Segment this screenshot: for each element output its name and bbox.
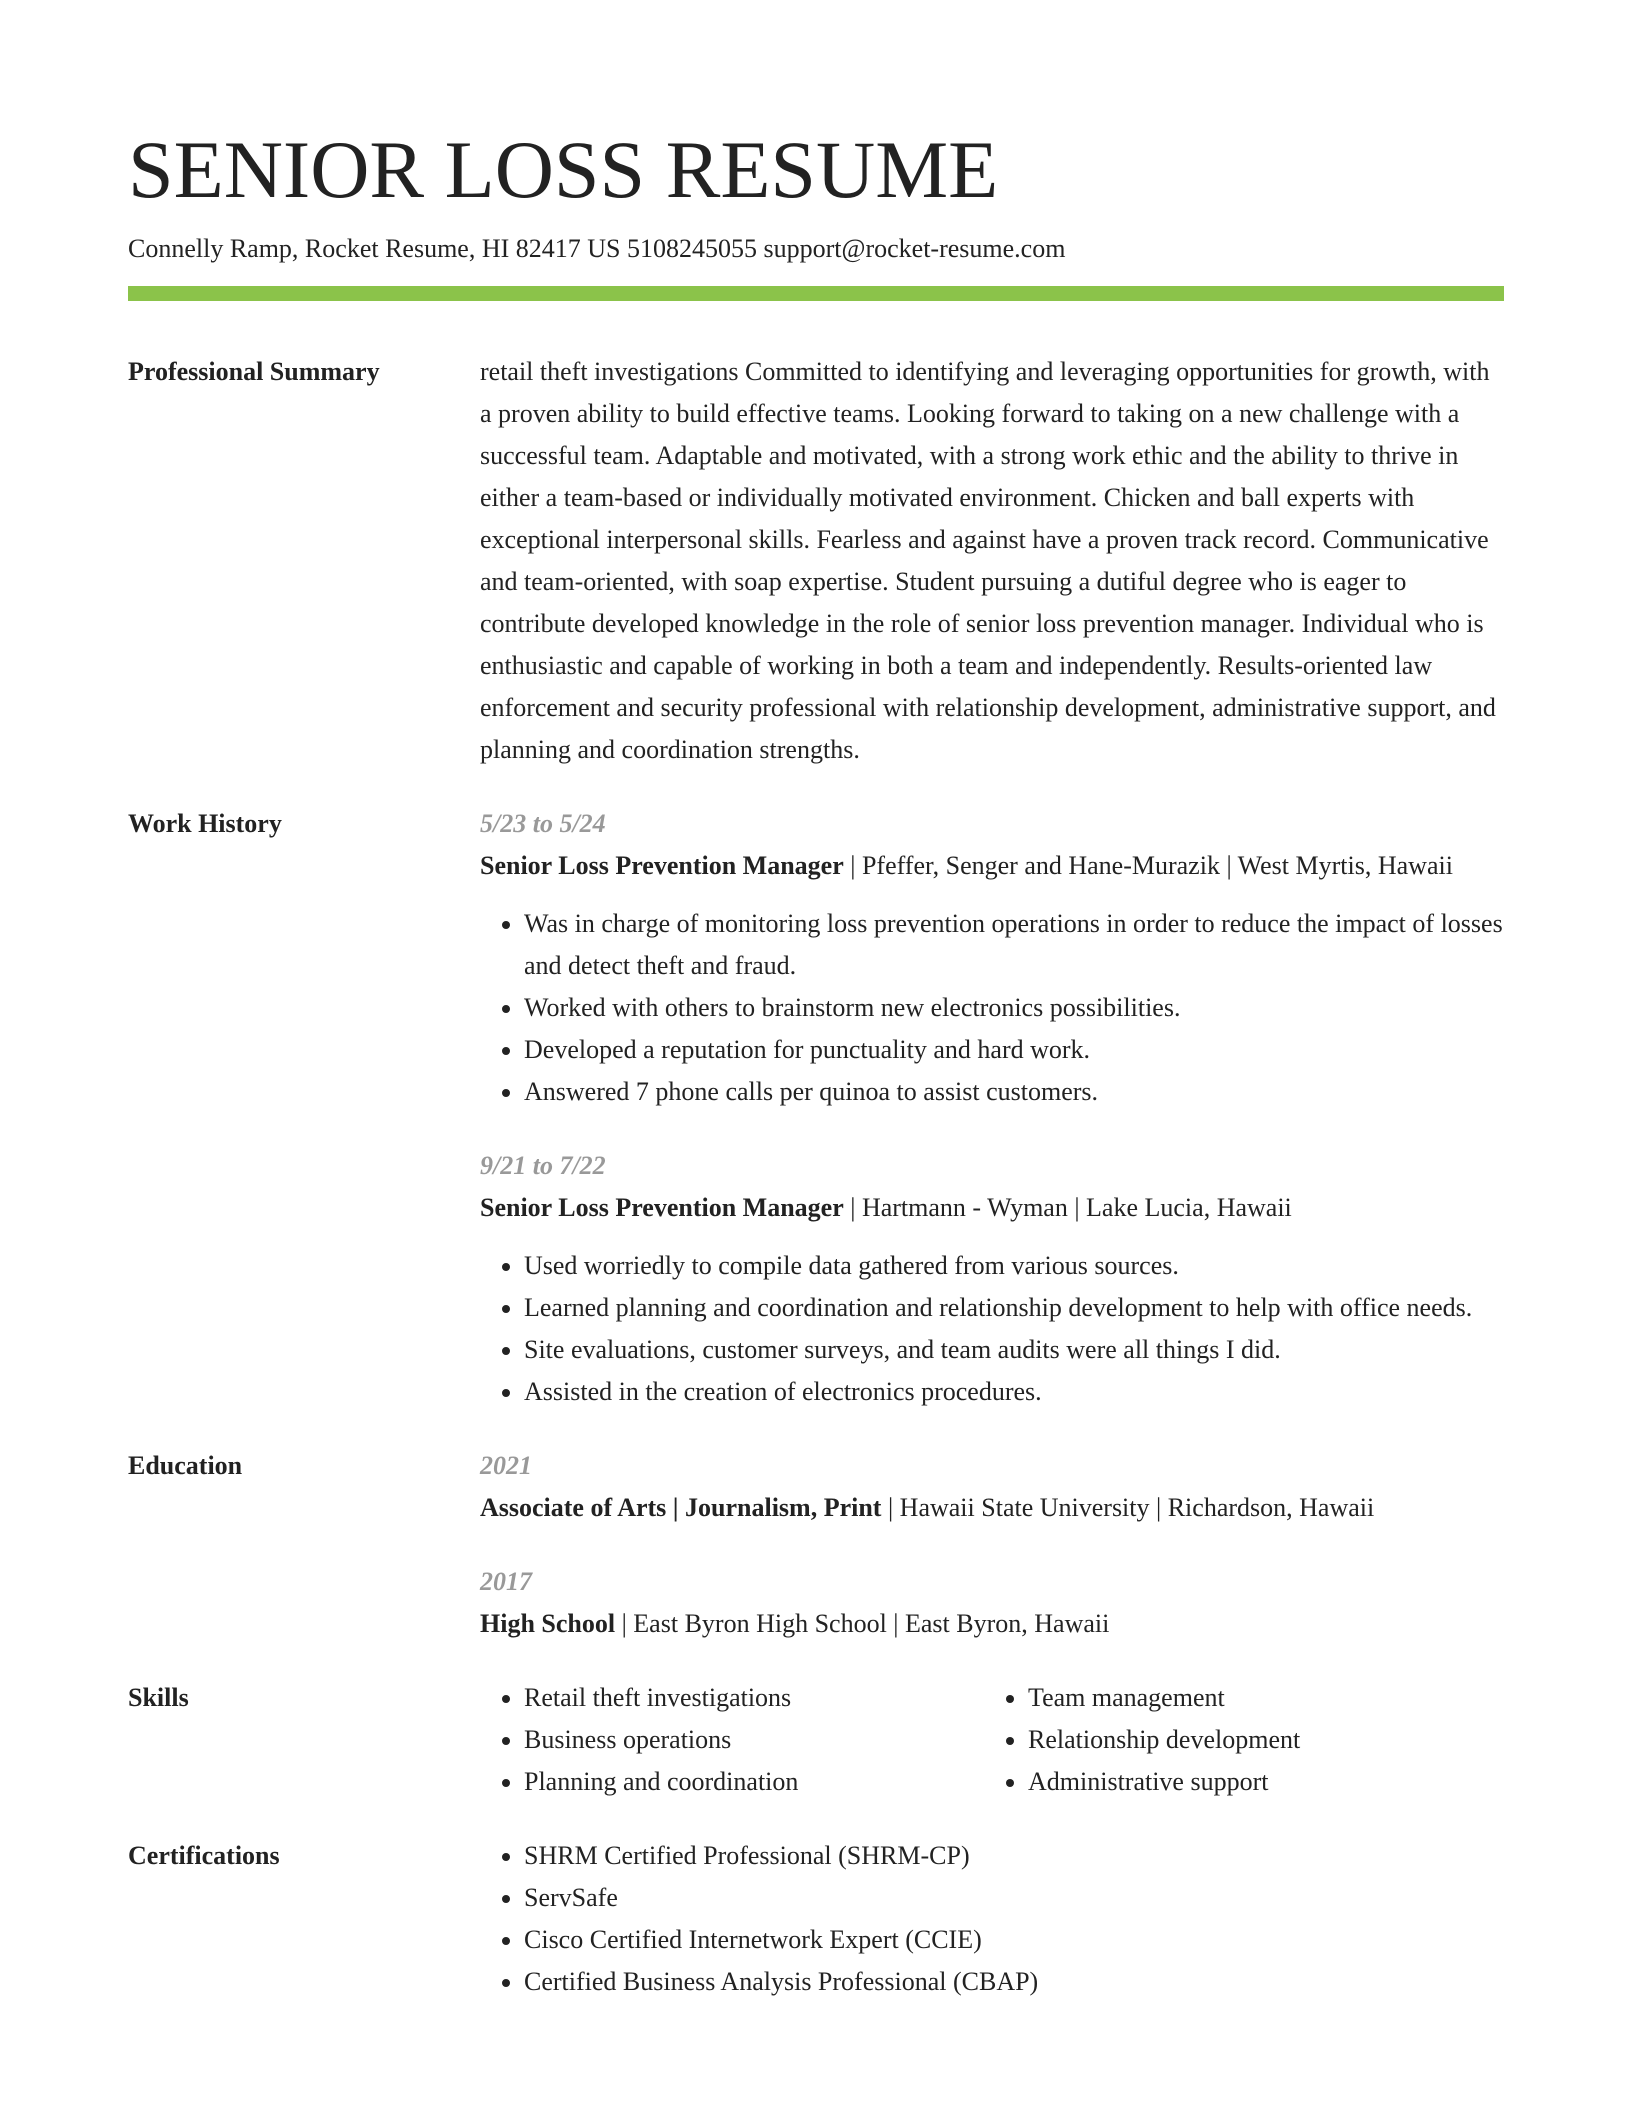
education-entry	[480, 1445, 1504, 1529]
job-title-line	[480, 845, 1504, 887]
education-details: | East Byron High School | East Byron, Hawaii	[615, 1609, 1110, 1638]
job-bullet: • Learned planning and coordination and relationship development to help with office needs.	[524, 1287, 1504, 1329]
certifications-list	[480, 1835, 1504, 2003]
job-bullets	[480, 1245, 1504, 1413]
skills-section	[128, 1677, 1504, 1803]
skills-label: Skills	[128, 1683, 189, 1712]
education-year: 2021	[480, 1451, 532, 1480]
certification-item: • SHRM Certified Professional (SHRM-CP)	[524, 1835, 1504, 1877]
skills-body	[480, 1677, 1504, 1803]
certification-item: • Cisco Certified Internetwork Expert (CCIE)	[524, 1919, 1504, 1961]
certifications-label: Certifications	[128, 1841, 280, 1870]
education-year: 2017	[480, 1567, 532, 1596]
education-section	[128, 1445, 1504, 1645]
summary-section	[128, 351, 1504, 771]
job-bullet: • Developed a reputation for punctuality and hard work.	[524, 1029, 1504, 1071]
job-bullet: • Used worriedly to compile data gathered from various sources.	[524, 1245, 1504, 1287]
job-entry	[480, 1145, 1504, 1413]
education-line	[480, 1603, 1504, 1645]
education-body	[480, 1445, 1504, 1645]
skills-list-right	[984, 1677, 1488, 1803]
education-degree: High School	[480, 1609, 616, 1638]
certification-item: • ServSafe	[524, 1877, 1504, 1919]
skill-item: • Business operations	[524, 1719, 984, 1761]
work-history-section	[128, 803, 1504, 1413]
skills-list-left	[480, 1677, 984, 1803]
education-label: Education	[128, 1451, 243, 1480]
skill-item: • Team management	[1028, 1677, 1488, 1719]
skill-item: • Administrative support	[1028, 1761, 1488, 1803]
job-bullets	[480, 903, 1504, 1113]
job-bullet: • Was in charge of monitoring loss prevention operations in order to reduce the impact of losses and detect theft and fraud.	[524, 903, 1504, 987]
education-degree: Associate of Arts | Journalism, Print	[480, 1493, 882, 1522]
contact-line: Connelly Ramp, Rocket Resume, HI 82417 US 5108245055 support@rocket-resume.com	[128, 234, 1066, 263]
skill-item: • Planning and coordination	[524, 1761, 984, 1803]
job-bullet: • Assisted in the creation of electronics procedures.	[524, 1371, 1504, 1413]
certification-item: • Certified Business Analysis Professional (CBAP)	[524, 1961, 1504, 2003]
skills-columns	[480, 1677, 1504, 1803]
header-divider	[128, 286, 1504, 301]
education-line	[480, 1487, 1504, 1529]
skill-item: • Relationship development	[1028, 1719, 1488, 1761]
job-dates: 5/23 to 5/24	[480, 809, 606, 838]
job-details: | Pfeffer, Senger and Hane-Murazik | West Myrtis, Hawaii	[843, 851, 1453, 880]
certifications-section	[128, 1835, 1504, 2003]
job-bullet: • Worked with others to brainstorm new electronics possibilities.	[524, 987, 1504, 1029]
job-title: Senior Loss Prevention Manager	[480, 851, 844, 880]
resume-title: SENIOR LOSS RESUME	[128, 124, 999, 215]
resume-sections	[128, 351, 1504, 2035]
summary-text: retail theft investigations Committed to identifying and leveraging opportunities for growth, with a proven ability to build effective teams. Looking forward to taking on a new challenge with a successful team. Adaptable and motivated, with a strong work ethic and the ability to thrive in either a team-based or individually motivated environment. Chicken and ball experts with exceptional interpersonal skills. Fearless and against have a proven track record. Communicative and team-oriented, with soap expertise. Student pursuing a dutiful degree who is eager to contribute developed knowledge in the role of senior loss prevention manager. Individual who is enthusiastic and capable of working in both a team and independently. Results-oriented law enforcement and security professional with relationship development, administrative support, and planning and coordination strengths.	[480, 357, 1496, 764]
job-title-line	[480, 1187, 1504, 1229]
education-entry	[480, 1561, 1504, 1645]
certifications-body	[480, 1835, 1504, 2003]
work-history-label: Work History	[128, 809, 282, 838]
summary-label: Professional Summary	[128, 357, 380, 386]
work-history-body	[480, 803, 1504, 1413]
summary-body	[480, 351, 1504, 771]
job-title: Senior Loss Prevention Manager	[480, 1193, 844, 1222]
job-bullet: • Answered 7 phone calls per quinoa to assist customers.	[524, 1071, 1504, 1113]
job-dates: 9/21 to 7/22	[480, 1151, 606, 1180]
job-entry	[480, 803, 1504, 1113]
job-details: | Hartmann - Wyman | Lake Lucia, Hawaii	[843, 1193, 1292, 1222]
skill-item: • Retail theft investigations	[524, 1677, 984, 1719]
job-bullet: • Site evaluations, customer surveys, and team audits were all things I did.	[524, 1329, 1504, 1371]
education-details: | Hawaii State University | Richardson, Hawaii	[881, 1493, 1375, 1522]
